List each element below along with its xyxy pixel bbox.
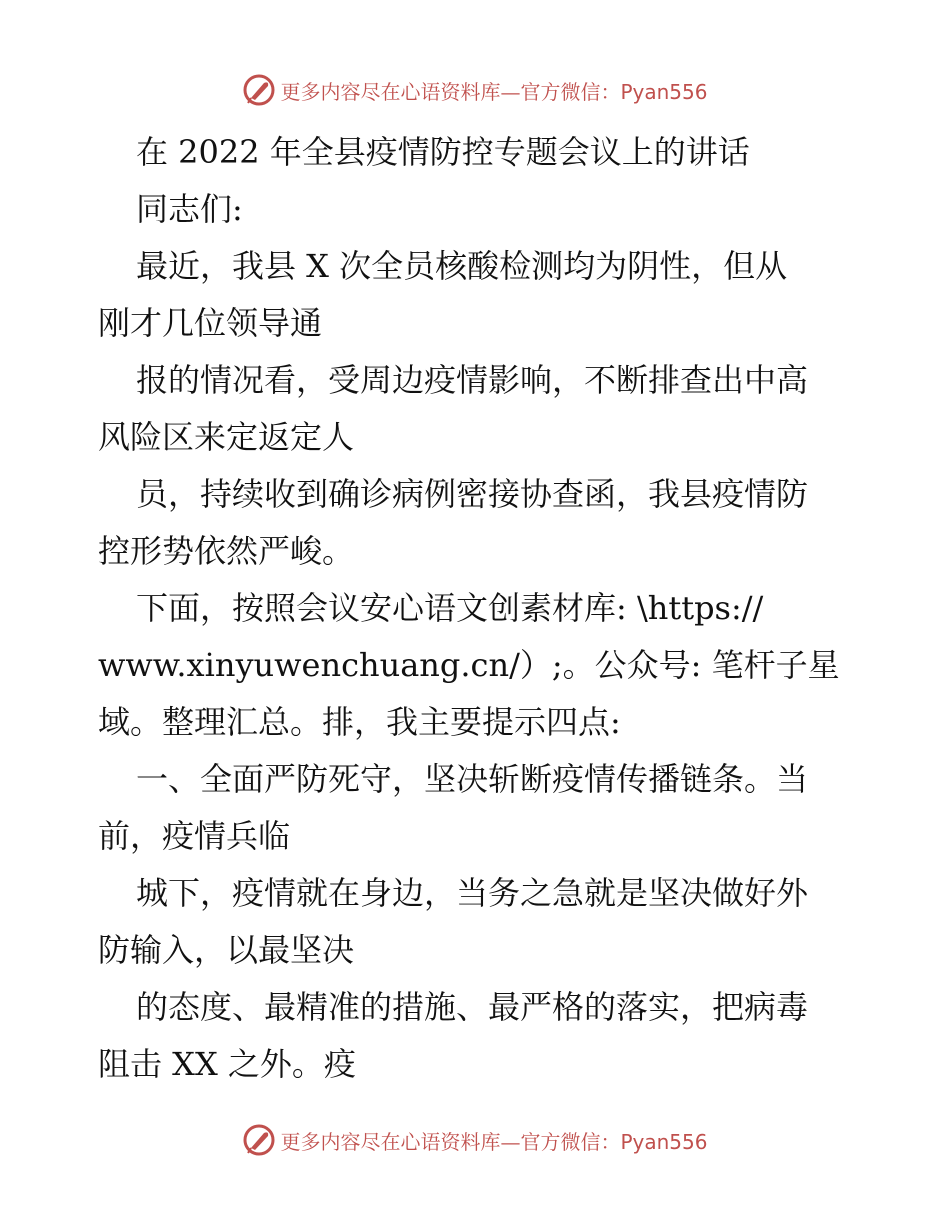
banner-contact: 官方微信：Pyan556 bbox=[520, 1129, 708, 1154]
text-line: 城下，疫情就在身边，当务之急就是坚决做好外 bbox=[136, 874, 809, 912]
banner-contact: 官方微信：Pyan556 bbox=[520, 79, 708, 104]
header-banner bbox=[0, 70, 950, 110]
text-line: 一、全面严防死守，坚决斩断疫情传播链条。当 bbox=[136, 760, 809, 798]
text-line: 控形势依然严峻。 bbox=[98, 532, 355, 570]
text-line: 防输入，以最坚决 bbox=[98, 931, 355, 969]
text-line: 下面，按照会议安心语文创素材库: \https:// bbox=[136, 589, 764, 627]
banner-text: 更多内容尽在心语资料库— bbox=[280, 79, 521, 104]
text-line: 阻击 XX 之外。疫 bbox=[98, 1045, 356, 1083]
document-title: 在 2022 年全县疫情防控专题会议上的讲话 bbox=[136, 133, 750, 171]
footer-banner bbox=[0, 1120, 950, 1160]
text-line: 报的情况看，受周边疫情影响，不断排查出中高 bbox=[136, 361, 809, 399]
text-line: 同志们: bbox=[136, 190, 243, 228]
text-line: 的态度、最精准的措施、最严格的落实，把病毒 bbox=[136, 988, 809, 1026]
feather-pen-logo-icon bbox=[242, 1123, 276, 1157]
feather-pen-logo-icon bbox=[242, 73, 276, 107]
text-line: 最近，我县 X 次全员核酸检测均为阴性，但从 bbox=[136, 247, 788, 285]
document-body bbox=[98, 124, 858, 1093]
text-line: www.xinyuwenchuang.cn/）;。公众号: 笔杆子星 bbox=[98, 646, 840, 684]
text-line: 域。整理汇总。排，我主要提示四点: bbox=[98, 703, 621, 741]
text-line: 员，持续收到确诊病例密接协查函，我县疫情防 bbox=[136, 475, 809, 513]
banner-text: 更多内容尽在心语资料库— bbox=[280, 1129, 521, 1154]
text-line: 前，疫情兵临 bbox=[98, 817, 291, 855]
text-line: 风险区来定返定人 bbox=[98, 418, 355, 456]
text-line: 刚才几位领导通 bbox=[98, 304, 323, 342]
